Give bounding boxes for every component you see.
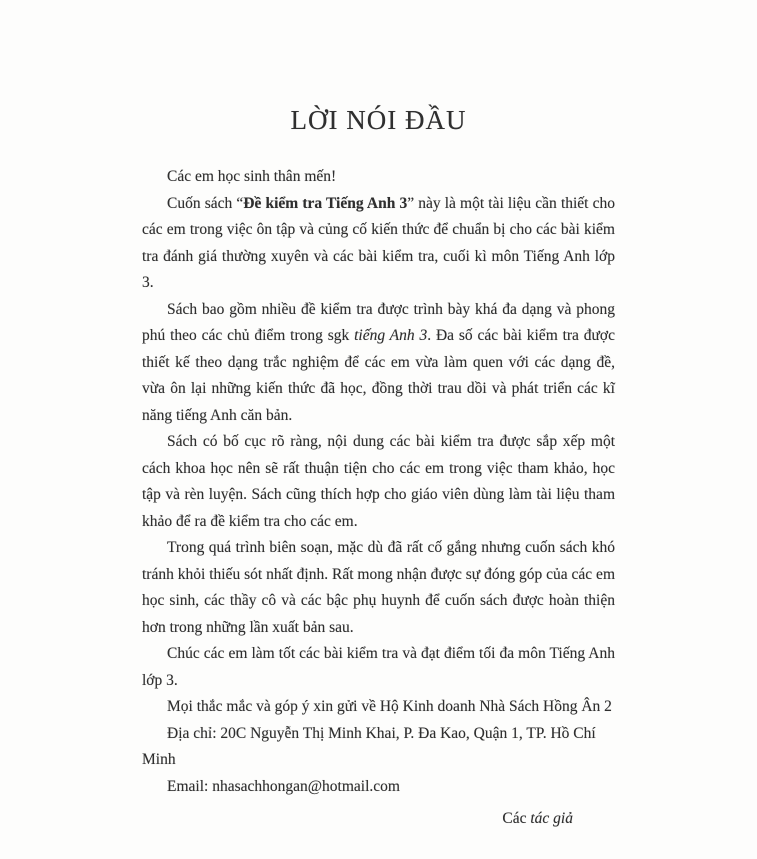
text-segment: Sách có bố cục rõ ràng, nội dung các bài kiểm tra được sắp xếp một cách khoa học nên sẽ rất thuận tiện cho các em trong việc tham khảo, học tập và rèn luyện. Sách cũng thích hợp cho giáo viên dùng làm tài liệu tham khảo để ra đề kiểm tra cho các em.	[142, 433, 615, 530]
text-segment: tiếng Anh 3	[354, 327, 428, 344]
text-segment: Các em học sinh thân mến!	[167, 168, 337, 185]
text-segment: Mọi thắc mắc và góp ý xin gửi về Hộ Kinh doanh Nhà Sách Hồng Ân 2	[167, 698, 612, 715]
text-segment: tác giả	[530, 810, 573, 827]
paragraph-structure	[142, 429, 615, 535]
text-segment: Sách bao gồm nhiều đề kiểm tra được trình bày khá đa dạng và phong phú theo các chủ điểm trong sgk	[142, 300, 615, 344]
text-segment: Trong quá trình biên soạn, mặc dù đã rất cố gắng nhưng cuốn sách khó tránh khỏi thiếu sót nhất định. Rất mong nhận được sự đóng góp của các em học sinh, các thầy cô và các bậc phụ huynh để cuốn sách được hoàn thiện hơn trong những lần xuất bản sau.	[142, 539, 615, 636]
book-page	[0, 102, 757, 859]
text-segment: Cuốn sách “	[167, 194, 244, 212]
text-segment: ” này là một tài liệu cần thiết cho các em trong việc ôn tập và củng cố kiến thức để chuẩn bị cho các bài kiểm tra đánh giá thường xuyên và các bài kiểm tra, cuối kì môn Tiếng Anh lớp 3.	[142, 194, 616, 291]
text-segment: Email: nhasachhongan@hotmail.com	[167, 777, 400, 795]
preface-body	[142, 164, 615, 833]
paragraph-apology	[142, 535, 615, 641]
page-title: LỜI NÓI ĐẦU	[290, 105, 467, 135]
text-segment: Đề kiểm tra Tiếng Anh 3	[243, 194, 408, 212]
text-segment: Chúc các em làm tốt các bài kiểm tra và đạt điểm tối đa môn Tiếng Anh lớp 3.	[142, 645, 615, 689]
paragraph-wish	[142, 641, 615, 694]
text-segment: . Đa số các bài kiểm tra được thiết kế theo dạng trắc nghiệm để các em vừa làm quen với các dạng đề, vừa ôn lại những kiến thức đã học, đồng thời trau dồi và phát triển các kĩ năng tiếng Anh căn bản.	[142, 327, 616, 424]
salutation	[142, 164, 615, 191]
signature	[142, 806, 615, 833]
contact-line-address	[142, 721, 615, 774]
text-segment: Địa chỉ: 20C Nguyễn Thị Minh Khai, P. Đa Kao, Quận 1, TP. Hồ Chí Minh	[142, 724, 596, 768]
contact-line-feedback	[142, 694, 615, 721]
contact-line-email	[142, 774, 615, 801]
text-segment: Các	[502, 810, 531, 827]
paragraph-introduction	[142, 191, 615, 297]
paragraph-contents	[142, 297, 615, 430]
